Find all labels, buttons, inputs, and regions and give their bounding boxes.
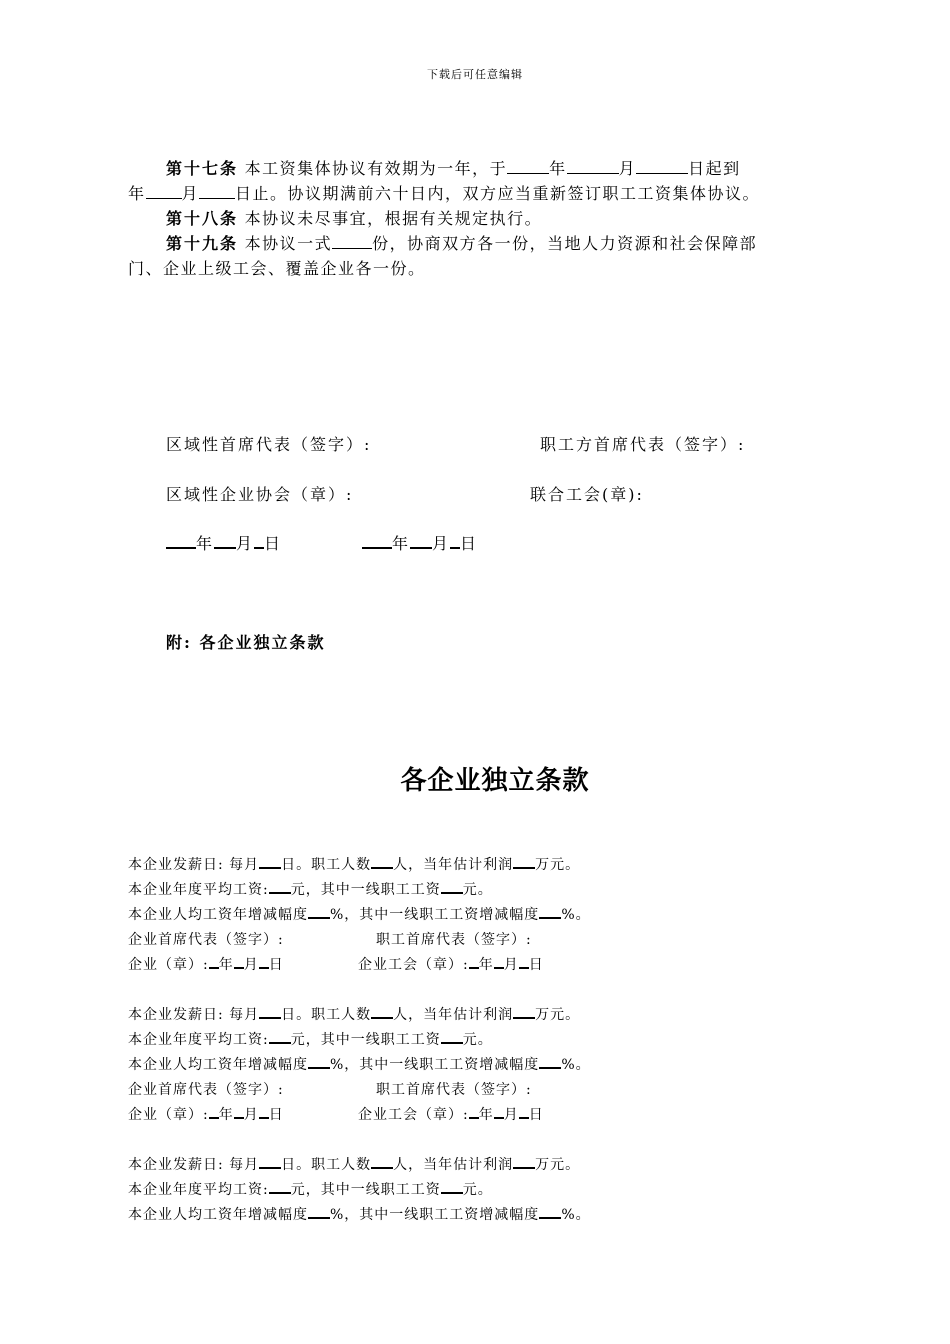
blank-month[interactable] <box>234 955 244 969</box>
union-seal-label: 企业工会（章）: <box>358 1107 469 1123</box>
article-18 <box>128 206 866 231</box>
label: 本企业发薪日: 每月 <box>128 857 260 873</box>
blank-headcount[interactable] <box>371 855 393 869</box>
regional-rep-signature: 区域性首席代表（签字）: <box>166 435 372 454</box>
wage-change-line <box>128 1053 591 1078</box>
year-label: 年 <box>218 957 234 973</box>
day-label: 日 <box>268 1107 284 1123</box>
blank-year[interactable] <box>469 955 479 969</box>
blank-day[interactable] <box>254 533 264 549</box>
article-17-text: 本工资集体协议有效期为一年，于 <box>244 159 508 178</box>
article-17-label: 第十七条 <box>166 159 239 178</box>
blank-end-month-pre[interactable] <box>146 184 182 199</box>
month-label: 月 <box>503 957 519 973</box>
enterprise-rep-label: 企业首席代表（签字）: <box>128 932 284 948</box>
section-title: 各企业独立条款 <box>400 766 590 796</box>
blank-year[interactable] <box>469 1105 479 1119</box>
label: 人，当年估计利润 <box>393 1157 514 1173</box>
enterprise-rep-label: 企业首席代表（签字）: <box>128 1082 284 1098</box>
blank-frontline-change[interactable] <box>539 905 561 919</box>
label: 本企业年度平均工资: <box>128 882 269 898</box>
day-label: 日 <box>528 957 544 973</box>
wage-change-line <box>128 1203 591 1228</box>
label: 元。 <box>462 882 493 898</box>
blank-start-day[interactable] <box>636 159 688 174</box>
month-label: 月 <box>181 184 200 203</box>
average-wage-line <box>128 1028 591 1053</box>
blank-payday[interactable] <box>259 855 281 869</box>
label: %。 <box>561 1057 591 1073</box>
label: 本企业人均工资年增减幅度 <box>128 907 308 923</box>
blank-year[interactable] <box>209 955 219 969</box>
year-label: 年 <box>549 159 567 178</box>
month-label: 月 <box>243 1107 259 1123</box>
payday-line <box>128 853 591 878</box>
month-label: 月 <box>432 534 451 553</box>
blank-payday[interactable] <box>259 1005 281 1019</box>
blank-profit[interactable] <box>513 1005 535 1019</box>
enterprise-seal-label: 企业（章）: <box>128 1107 209 1123</box>
union-seal-label: 企业工会（章）: <box>358 957 469 973</box>
blank-frontline-wage[interactable] <box>441 1030 463 1044</box>
article-19-text-a: 本协议一式 <box>244 234 333 253</box>
label: 元，其中一线职工工资 <box>290 1032 441 1048</box>
label: 本企业人均工资年增减幅度 <box>128 1057 308 1073</box>
enterprise-clause-block <box>128 853 591 978</box>
article-18-label: 第十八条 <box>166 209 239 228</box>
representative-line <box>128 928 591 953</box>
day-label: 日 <box>460 534 479 553</box>
label: %。 <box>561 1207 591 1223</box>
representative-line <box>128 1078 591 1103</box>
label: 本企业人均工资年增减幅度 <box>128 1207 308 1223</box>
blank-day[interactable] <box>519 1105 529 1119</box>
average-wage-line <box>128 878 591 903</box>
label: 人，当年估计利润 <box>393 857 514 873</box>
day-label: 日 <box>268 957 284 973</box>
seal-line <box>128 953 591 978</box>
article-17 <box>128 156 828 206</box>
year-label: 年 <box>392 534 411 553</box>
blank-month[interactable] <box>234 1105 244 1119</box>
blank-profit[interactable] <box>513 855 535 869</box>
label: 万元。 <box>535 857 581 873</box>
blank-frontline-wage[interactable] <box>441 880 463 894</box>
label: 人，当年估计利润 <box>393 1007 514 1023</box>
month-label: 月 <box>618 159 637 178</box>
label: 元。 <box>462 1182 493 1198</box>
article-19-label: 第十九条 <box>166 234 239 253</box>
regional-association-seal: 区域性企业协会（章）: <box>166 485 354 504</box>
year-label: 年 <box>478 1107 494 1123</box>
label: 万元。 <box>535 1157 581 1173</box>
year-label: 年 <box>218 1107 234 1123</box>
blank-avg-change[interactable] <box>308 905 330 919</box>
label: %。 <box>561 907 591 923</box>
article-19 <box>128 231 828 281</box>
blank-frontline-wage[interactable] <box>441 1180 463 1194</box>
label: 本企业发薪日: 每月 <box>128 1157 260 1173</box>
label: 万元。 <box>535 1007 581 1023</box>
blank-month[interactable] <box>494 955 504 969</box>
enterprise-clause-block <box>128 1003 591 1128</box>
article-19-text-c: 门、企业上级工会、覆盖企业各一份。 <box>128 259 426 278</box>
blank-profit[interactable] <box>513 1155 535 1169</box>
label: %，其中一线职工工资增减幅度 <box>330 907 540 923</box>
blank-year[interactable] <box>166 533 196 549</box>
label: 元，其中一线职工工资 <box>290 882 441 898</box>
month-label: 月 <box>236 534 255 553</box>
blank-day[interactable] <box>259 955 269 969</box>
employee-rep-signature: 职工方首席代表（签字）: <box>540 435 746 454</box>
month-label: 月 <box>243 957 259 973</box>
attachment-note: 附: 各企业独立条款 <box>166 633 326 652</box>
label: 元，其中一线职工工资 <box>290 1182 441 1198</box>
enterprise-seal-label: 企业（章）: <box>128 957 209 973</box>
blank-avg-wage[interactable] <box>269 880 291 894</box>
year-label: 年 <box>128 184 146 203</box>
blank-start-month[interactable] <box>567 159 619 174</box>
page-header-note: 下载后可任意编辑 <box>427 68 523 81</box>
employee-rep-label: 职工首席代表（签字）: <box>376 1082 532 1098</box>
average-wage-line <box>128 1178 591 1203</box>
blank-month[interactable] <box>410 533 432 549</box>
day-label: 日 <box>528 1107 544 1123</box>
blank-year[interactable] <box>362 533 392 549</box>
label: 日。职工人数 <box>281 1157 372 1173</box>
blank-headcount[interactable] <box>371 1155 393 1169</box>
month-label: 月 <box>503 1107 519 1123</box>
blank-month[interactable] <box>494 1105 504 1119</box>
blank-payday[interactable] <box>259 1155 281 1169</box>
blank-copies[interactable] <box>332 234 372 249</box>
date-right <box>362 531 478 554</box>
label: %，其中一线职工工资增减幅度 <box>330 1207 540 1223</box>
date-left <box>166 531 282 554</box>
payday-line <box>128 1003 591 1028</box>
article-17-end-text: 日止。协议期满前六十日内，双方应当重新签订职工工资集体协议。 <box>235 184 761 203</box>
label: 本企业年度平均工资: <box>128 1032 269 1048</box>
enterprise-clause-block <box>128 1153 591 1228</box>
blank-avg-wage[interactable] <box>269 1030 291 1044</box>
seal-line <box>128 1103 591 1128</box>
year-label: 年 <box>196 534 215 553</box>
blank-frontline-change[interactable] <box>539 1055 561 1069</box>
union-seal: 联合工会(章): <box>530 485 644 504</box>
blank-start-year[interactable] <box>507 159 549 174</box>
blank-avg-change[interactable] <box>308 1205 330 1219</box>
label: 元。 <box>462 1032 493 1048</box>
from-label: 日起到 <box>688 159 741 178</box>
wage-change-line <box>128 903 591 928</box>
blank-day[interactable] <box>450 533 460 549</box>
blank-avg-wage[interactable] <box>269 1180 291 1194</box>
payday-line <box>128 1153 591 1178</box>
blank-headcount[interactable] <box>371 1005 393 1019</box>
label: 本企业发薪日: 每月 <box>128 1007 260 1023</box>
blank-month[interactable] <box>214 533 236 549</box>
blank-frontline-change[interactable] <box>539 1205 561 1219</box>
blank-year[interactable] <box>209 1105 219 1119</box>
article-19-text-b: 份，协商双方各一份，当地人力资源和社会保障部 <box>372 234 758 253</box>
blank-avg-change[interactable] <box>308 1055 330 1069</box>
blank-day[interactable] <box>259 1105 269 1119</box>
label: 日。职工人数 <box>281 1007 372 1023</box>
day-label: 日 <box>264 534 283 553</box>
employee-rep-label: 职工首席代表（签字）: <box>376 932 532 948</box>
label: 本企业年度平均工资: <box>128 1182 269 1198</box>
year-label: 年 <box>478 957 494 973</box>
blank-end-day[interactable] <box>199 184 235 199</box>
article-18-text: 本协议未尽事宜，根据有关规定执行。 <box>244 209 543 228</box>
label: 日。职工人数 <box>281 857 372 873</box>
label: %，其中一线职工工资增减幅度 <box>330 1057 540 1073</box>
blank-day[interactable] <box>519 955 529 969</box>
